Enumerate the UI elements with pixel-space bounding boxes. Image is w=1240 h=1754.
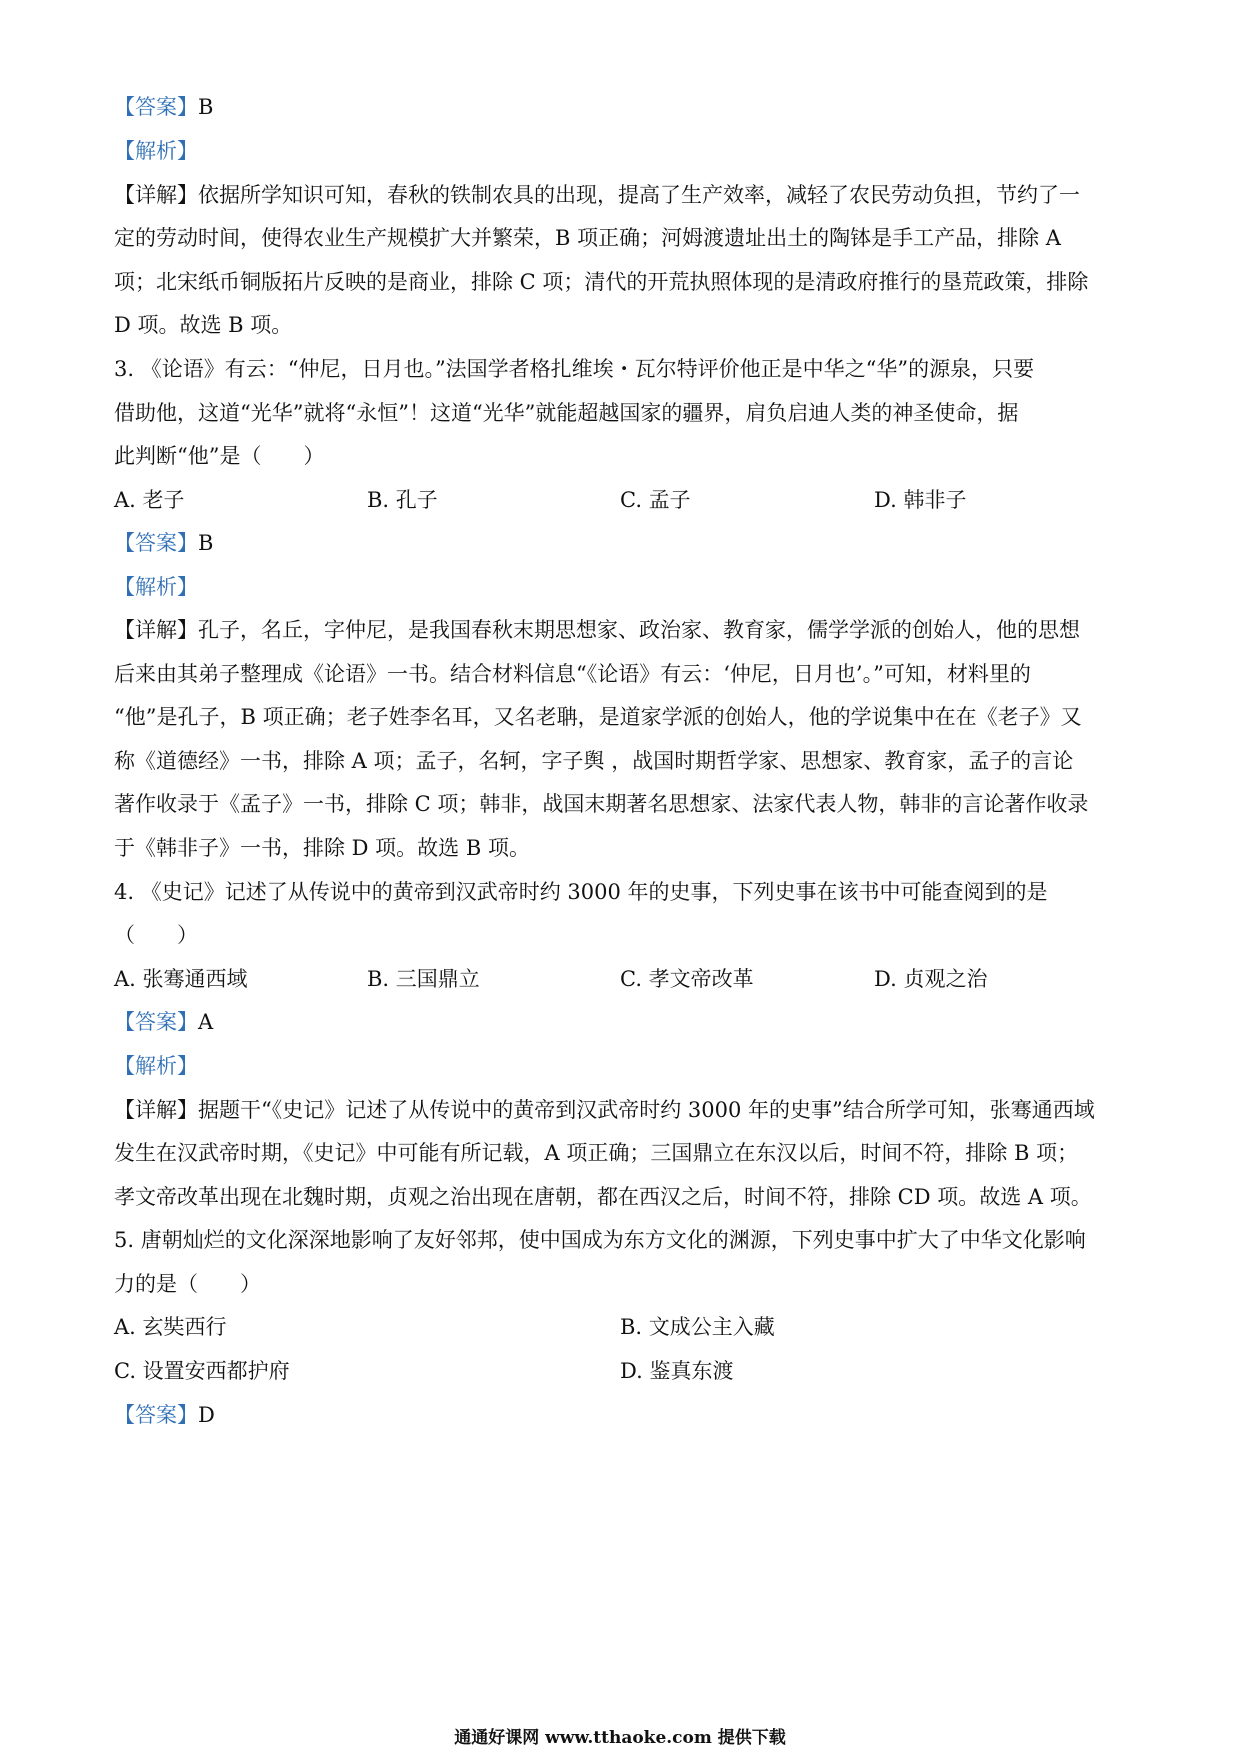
option-c: C. 设置安西都护府	[114, 1359, 290, 1383]
q4-detail-line: 发生在汉武帝时期，《史记》中可能有所记载，A 项正确；三国鼎立在东汉以后，时间不符，排除 B 项；	[114, 1141, 1079, 1165]
q3-stem-line: 此判断“他”是（ ）	[114, 444, 325, 468]
answer-value: D	[198, 1403, 215, 1427]
q5-stem-line: 力的是（ ）	[114, 1272, 261, 1296]
option-d: D. 韩非子	[874, 488, 967, 512]
q2-detail-line: 定的劳动时间，使得农业生产规模扩大并繁荣，B 项正确；河姆渡遗址出土的陶钵是手工产品，排除 A	[114, 226, 1061, 250]
q3-analysis	[114, 572, 1134, 602]
answer-value: B	[198, 531, 214, 555]
detail-tag: 【详解】	[114, 183, 198, 207]
q3-stem-line: 借助他，这道“光华”就将“永恒”！这道“光华”就能超越国家的疆界，肩负启迪人类的神圣使命，据	[114, 401, 1019, 425]
answer-tag: 【答案】	[114, 1010, 198, 1034]
detail-tag: 【详解】	[114, 1098, 198, 1122]
q2-detail-line	[114, 180, 1134, 210]
option-b: B. 孔子	[367, 488, 438, 512]
q3-detail-line: 著作收录于《孟子》一书，排除 C 项；韩非，战国末期著名思想家、法家代表人物，韩非的言论著作收录	[114, 792, 1089, 816]
answer-tag: 【答案】	[114, 95, 198, 119]
q4-analysis	[114, 1051, 1134, 1081]
option-a: A. 张骞通西域	[114, 967, 248, 991]
option-a: A. 玄奘西行	[114, 1315, 227, 1339]
detail-text: 据题干“《史记》记述了从传说中的黄帝到汉武帝时约 3000 年的史事”结合所学可知，张骞通西域	[198, 1098, 1095, 1122]
q4-stem-line: （ ）	[114, 923, 198, 947]
q3-detail-line: “他”是孔子，B 项正确；老子姓李名耳，又名老聃，是道家学派的创始人，他的学说集中在在《老子》又	[114, 705, 1082, 729]
detail-text: 孔子，名丘，字仲尼，是我国春秋末期思想家、政治家、教育家，儒学学派的创始人，他的思想	[198, 618, 1080, 642]
analysis-tag: 【解析】	[114, 575, 198, 599]
analysis-tag: 【解析】	[114, 139, 198, 163]
q4-stem-line: 4. 《史记》记述了从传说中的黄帝到汉武帝时约 3000 年的史事，下列史事在该书中可能查阅到的是	[114, 880, 1048, 904]
option-a: A. 老子	[114, 488, 185, 512]
page-footer: 通通好课网 www.tthaoke.com 提供下载	[454, 1728, 786, 1748]
answer-value: B	[198, 95, 214, 119]
q2-analysis	[114, 136, 1134, 166]
q2-detail-line: D 项。故选 B 项。	[114, 313, 293, 337]
q3-answer	[114, 528, 1134, 558]
q5-stem-line: 5. 唐朝灿烂的文化深深地影响了友好邻邦，使中国成为东方文化的渊源，下列史事中扩大了中华文化影响	[114, 1228, 1086, 1252]
q2-answer	[114, 92, 1134, 122]
q2-detail-line: 项；北宋纸币铜版拓片反映的是商业，排除 C 项；清代的开荒执照体现的是清政府推行的垦荒政策，排除	[114, 270, 1089, 294]
detail-text: 依据所学知识可知，春秋的铁制农具的出现，提高了生产效率，减轻了农民劳动负担，节约了一	[198, 183, 1080, 207]
option-c: C. 孟子	[620, 488, 691, 512]
option-d: D. 贞观之治	[874, 967, 988, 991]
q4-answer	[114, 1007, 1134, 1037]
q4-detail-line	[114, 1095, 1134, 1125]
option-d: D. 鉴真东渡	[620, 1359, 734, 1383]
q3-stem-line: 3. 《论语》有云：“仲尼，日月也。”法国学者格扎维埃・瓦尔特评价他正是中华之“华”的源泉，只要	[114, 357, 1035, 381]
analysis-tag: 【解析】	[114, 1054, 198, 1078]
answer-value: A	[198, 1010, 214, 1034]
q3-detail-line	[114, 615, 1134, 645]
q4-detail-line: 孝文帝改革出现在北魏时期，贞观之治出现在唐朝，都在西汉之后，时间不符，排除 CD 项。故选 A 项。	[114, 1185, 1092, 1209]
q3-detail-line: 于《韩非子》一书，排除 D 项。故选 B 项。	[114, 836, 530, 860]
option-b: B. 文成公主入藏	[620, 1315, 775, 1339]
detail-tag: 【详解】	[114, 618, 198, 642]
option-c: C. 孝文帝改革	[620, 967, 754, 991]
q3-detail-line: 后来由其弟子整理成《论语》一书。结合材料信息“《论语》有云：‘仲尼，日月也’。”可知，材料里的	[114, 662, 1031, 686]
answer-tag: 【答案】	[114, 531, 198, 555]
q3-detail-line: 称《道德经》一书，排除 A 项；孟子，名轲，字子舆 ，战国时期哲学家、思想家、教育家，孟子的言论	[114, 749, 1074, 773]
answer-tag: 【答案】	[114, 1403, 198, 1427]
option-b: B. 三国鼎立	[367, 967, 480, 991]
q5-answer	[114, 1400, 1134, 1430]
